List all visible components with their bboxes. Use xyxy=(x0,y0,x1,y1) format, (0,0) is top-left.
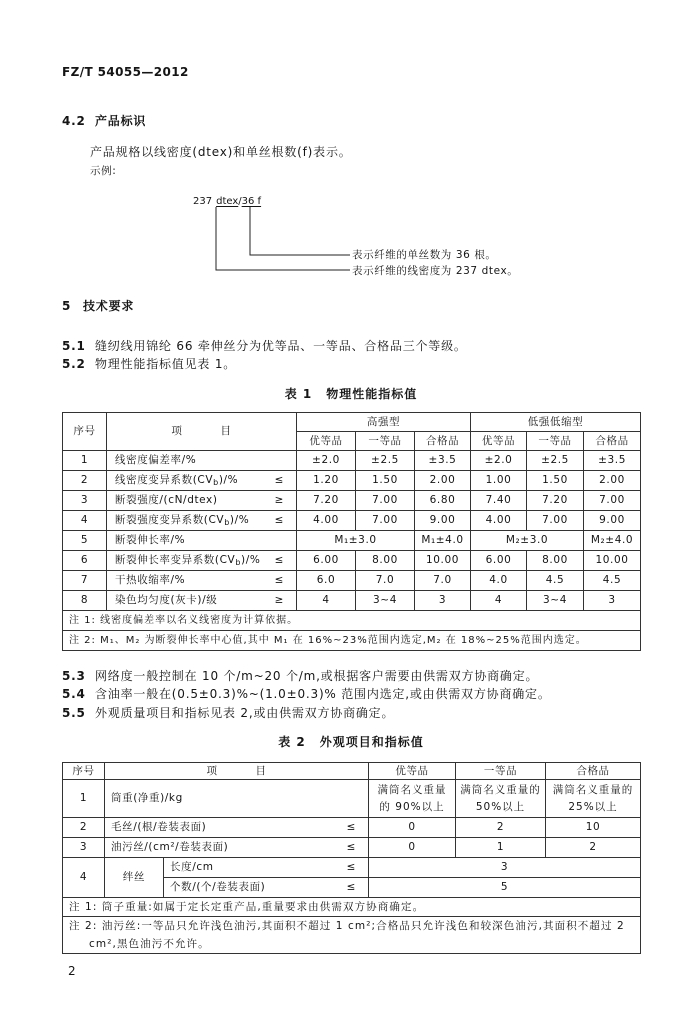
value-cell: ±2.5 xyxy=(527,451,584,471)
clause-text: 缝纫线用锦纶 66 牵伸丝分为优等品、一等品、合格品三个等级。 xyxy=(95,339,467,353)
item-cell xyxy=(107,511,297,531)
value-cell: 2 xyxy=(546,838,641,858)
item-label xyxy=(115,474,238,487)
section-4-2-number: 4.2 xyxy=(62,114,86,128)
table-note-row xyxy=(63,898,641,917)
item-cell xyxy=(107,471,297,491)
clause-number: 5.1 xyxy=(62,339,86,353)
table-header-row xyxy=(63,763,641,780)
table-header-row xyxy=(63,413,641,432)
section-5-number: 5 xyxy=(62,299,72,313)
clause-text: 含油率一般在(0.5±0.3)%~(1.0±0.3)% 范围内选定,或由供需双方协商确定。 xyxy=(95,687,551,701)
value-cell: 1 xyxy=(456,838,546,858)
table-row xyxy=(63,551,641,571)
item-label: 毛丝/(根/卷装表面) xyxy=(111,821,207,833)
limit-sign: ≤ xyxy=(346,841,357,853)
table-row xyxy=(63,571,641,591)
limit-sign: ≥ xyxy=(274,494,284,506)
section-4-2-text: 产品规格以线密度(dtex)和单丝根数(f)表示。 xyxy=(90,145,352,159)
item-cell xyxy=(105,838,369,858)
table-row xyxy=(63,838,641,858)
item-label: 线密度偏差率/% xyxy=(115,454,197,466)
value-cell: 0 xyxy=(369,838,456,858)
table-row xyxy=(63,471,641,491)
header-type-low-strength: 低强低缩型 xyxy=(471,413,641,432)
header-grade: 一等品 xyxy=(527,432,584,451)
item-label: 筒重(净重)/kg xyxy=(111,792,183,804)
value-cell: 3 xyxy=(369,858,641,878)
clause-number: 5.2 xyxy=(62,357,86,371)
item-wrap xyxy=(166,861,366,874)
row-number: 8 xyxy=(63,591,107,611)
header-type-high-strength: 高强型 xyxy=(297,413,471,432)
limit-sign: ≤ xyxy=(346,821,357,833)
callout-filament-note: 表示纤维的单丝数为 36 根。 xyxy=(352,249,497,261)
clause-text: 物理性能指标值见表 1。 xyxy=(95,357,237,371)
row-number: 1 xyxy=(63,451,107,471)
value-cell: M₂±4.0 xyxy=(584,531,641,551)
value-cell: 10.00 xyxy=(415,551,471,571)
value-cell: 7.20 xyxy=(297,491,356,511)
callout-linear-density-note: 表示纤维的线密度为 237 dtex。 xyxy=(352,265,519,277)
item-wrap xyxy=(109,514,294,527)
table-2 xyxy=(62,762,641,954)
table-row xyxy=(63,531,641,551)
item-cell xyxy=(105,818,369,838)
table-1-caption xyxy=(62,386,640,402)
item-wrap xyxy=(109,454,294,467)
item-wrap xyxy=(109,494,294,507)
value-cell: 5 xyxy=(369,878,641,898)
section-5-title: 技术要求 xyxy=(83,299,135,313)
table-note-row xyxy=(63,611,641,631)
item-cell xyxy=(107,551,297,571)
table-row xyxy=(63,451,641,471)
table-note: 注 1: 线密度偏差率以名义线密度为计算依据。 xyxy=(63,611,641,631)
row-number: 4 xyxy=(63,858,105,898)
table-note: 注 2: M₁、M₂ 为断裂伸长率中心值,其中 M₁ 在 16%~23%范围内选定,M₂ 在 18%~25%范围内选定。 xyxy=(63,631,641,651)
item-cell xyxy=(107,571,297,591)
header-item: 项 目 xyxy=(107,413,297,451)
value-cell: 4.00 xyxy=(471,511,527,531)
clause-number: 5.5 xyxy=(62,706,86,720)
value-cell: 9.00 xyxy=(415,511,471,531)
item-label-subscript: b xyxy=(213,478,219,487)
table-note: 注 1: 筒子重量:如属于定长定重产品,重量要求由供需双方协商确定。 xyxy=(63,898,641,917)
item-label: 油污丝/(cm²/卷装表面) xyxy=(111,841,229,853)
value-cell: 10.00 xyxy=(584,551,641,571)
value-cell: 1.50 xyxy=(356,471,415,491)
item-cell xyxy=(105,780,369,818)
value-cell: 1.50 xyxy=(527,471,584,491)
value-cell: 3~4 xyxy=(527,591,584,611)
limit-sign: ≤ xyxy=(274,574,284,586)
limit-sign: ≤ xyxy=(346,861,357,873)
value-cell: ±2.5 xyxy=(356,451,415,471)
header-grade: 合格品 xyxy=(584,432,641,451)
table-1 xyxy=(62,412,641,651)
spec-filament-count: 36 f xyxy=(241,196,262,207)
header-item: 项 目 xyxy=(105,763,369,780)
value-cell: 2 xyxy=(456,818,546,838)
value-cell: 7.00 xyxy=(356,511,415,531)
value-cell: 4 xyxy=(471,591,527,611)
row-number: 2 xyxy=(63,818,105,838)
value-cell: 6.80 xyxy=(415,491,471,511)
item-label xyxy=(115,554,260,567)
header-grade: 合格品 xyxy=(415,432,471,451)
value-cell: 7.0 xyxy=(356,571,415,591)
item-group-label: 绊丝 xyxy=(105,858,164,898)
limit-sign: ≤ xyxy=(274,554,284,566)
limit-sign: ≤ xyxy=(346,881,357,893)
value-cell: 3~4 xyxy=(356,591,415,611)
item-wrap xyxy=(107,841,366,854)
value-cell: 9.00 xyxy=(584,511,641,531)
clause-number: 5.3 xyxy=(62,669,86,683)
value-cell: 6.0 xyxy=(297,571,356,591)
row-number: 3 xyxy=(63,838,105,858)
value-cell: 2.00 xyxy=(584,471,641,491)
value-cell: 10 xyxy=(546,818,641,838)
spec-separator: / xyxy=(238,196,242,207)
item-label-text: 断裂伸长率变异系数(CV xyxy=(115,554,236,566)
value-cell: 7.00 xyxy=(356,491,415,511)
value-cell: 满筒名义重量的 50%以上 xyxy=(456,780,546,818)
item-cell xyxy=(107,451,297,471)
header-no: 序号 xyxy=(63,413,107,451)
value-cell: 3 xyxy=(584,591,641,611)
value-cell: 4 xyxy=(297,591,356,611)
value-cell: 7.20 xyxy=(527,491,584,511)
value-cell: 4.00 xyxy=(297,511,356,531)
item-label xyxy=(115,514,249,527)
item-wrap xyxy=(109,554,294,567)
header-grade: 优等品 xyxy=(369,763,456,780)
table-note: 注 2: 油污丝:一等品只允许浅色油污,其面积不超过 1 cm²;合格品只允许浅色和较深色油污,其面积不超过 2 cm²,黑色油污不允许。 xyxy=(63,917,641,954)
table-row xyxy=(63,818,641,838)
row-number: 2 xyxy=(63,471,107,491)
value-cell: 1.20 xyxy=(297,471,356,491)
item-label-text: 断裂强度变异系数(CV xyxy=(115,514,225,526)
value-cell: ±3.5 xyxy=(415,451,471,471)
table-row xyxy=(63,591,641,611)
clause-number: 5.4 xyxy=(62,687,86,701)
table-row xyxy=(63,858,641,878)
row-number: 4 xyxy=(63,511,107,531)
page-number: 2 xyxy=(68,964,77,978)
table-row xyxy=(63,780,641,818)
limit-sign: ≤ xyxy=(274,474,284,486)
value-cell: 4.5 xyxy=(527,571,584,591)
row-number: 1 xyxy=(63,780,105,818)
value-cell: 7.00 xyxy=(527,511,584,531)
header-grade: 一等品 xyxy=(456,763,546,780)
clause-text: 外观质量项目和指标见表 2,或由供需双方协商确定。 xyxy=(95,706,395,720)
item-label: 染色均匀度(灰卡)/级 xyxy=(115,594,218,606)
item-wrap xyxy=(166,881,366,894)
item-label-end: )/% xyxy=(218,474,239,486)
value-cell: 4.5 xyxy=(584,571,641,591)
item-label-subscript: b xyxy=(224,518,230,527)
item-label-subscript: b xyxy=(235,558,241,567)
item-label-text: 线密度变异系数(CV xyxy=(115,474,214,486)
item-wrap xyxy=(107,821,366,834)
table-1-title: 物理性能指标值 xyxy=(326,387,418,401)
item-label: 干热收缩率/% xyxy=(115,574,186,586)
value-cell: 满筒名义重量的 90%以上 xyxy=(369,780,456,818)
value-cell: 7.40 xyxy=(471,491,527,511)
table-note-row xyxy=(63,917,641,954)
item-wrap xyxy=(109,594,294,607)
item-label: 长度/cm xyxy=(170,861,214,873)
header-no: 序号 xyxy=(63,763,105,780)
value-cell: 3 xyxy=(415,591,471,611)
table-row xyxy=(63,491,641,511)
header-grade: 合格品 xyxy=(546,763,641,780)
value-cell: 满筒名义重量的 25%以上 xyxy=(546,780,641,818)
value-cell: M₁±4.0 xyxy=(415,531,471,551)
table-row xyxy=(63,511,641,531)
value-cell: ±3.5 xyxy=(584,451,641,471)
item-wrap xyxy=(109,534,294,547)
item-label-end: )/% xyxy=(241,554,261,566)
value-cell: 2.00 xyxy=(415,471,471,491)
value-cell: M₁±3.0 xyxy=(297,531,415,551)
item-cell xyxy=(107,531,297,551)
header-grade: 优等品 xyxy=(297,432,356,451)
item-wrap xyxy=(109,474,294,487)
value-cell: 1.00 xyxy=(471,471,527,491)
table-2-caption xyxy=(62,734,640,750)
callout-line-linear-density xyxy=(216,207,350,270)
limit-sign: ≥ xyxy=(274,594,284,606)
value-cell: 7.0 xyxy=(415,571,471,591)
sub-item-cell xyxy=(164,858,369,878)
item-cell xyxy=(107,591,297,611)
item-wrap xyxy=(109,574,294,587)
item-label: 断裂强度/(cN/dtex) xyxy=(115,494,218,506)
value-cell: 0 xyxy=(369,818,456,838)
item-label: 个数/(个/卷装表面) xyxy=(170,881,266,893)
sub-item-cell xyxy=(164,878,369,898)
item-label: 断裂伸长率/% xyxy=(115,534,186,546)
item-label-end: )/% xyxy=(229,514,250,526)
row-number: 5 xyxy=(63,531,107,551)
table-2-title: 外观项目和指标值 xyxy=(319,735,424,749)
value-cell: M₂±3.0 xyxy=(471,531,584,551)
header-grade: 优等品 xyxy=(471,432,527,451)
value-cell: 4.0 xyxy=(471,571,527,591)
value-cell: 8.00 xyxy=(527,551,584,571)
limit-sign: ≤ xyxy=(274,514,284,526)
value-cell: ±2.0 xyxy=(297,451,356,471)
item-cell xyxy=(107,491,297,511)
value-cell: 8.00 xyxy=(356,551,415,571)
example-label: 示例: xyxy=(90,165,117,177)
row-number: 6 xyxy=(63,551,107,571)
value-cell: ±2.0 xyxy=(471,451,527,471)
header-grade: 一等品 xyxy=(356,432,415,451)
spec-linear-density: 237 xyxy=(193,196,213,207)
spec-linear-unit: dtex xyxy=(216,196,239,207)
value-cell: 7.00 xyxy=(584,491,641,511)
callout-line-filament xyxy=(250,207,350,255)
section-4-2-title: 产品标识 xyxy=(95,114,147,128)
value-cell: 6.00 xyxy=(297,551,356,571)
row-number: 3 xyxy=(63,491,107,511)
row-number: 7 xyxy=(63,571,107,591)
table-2-label: 表 2 xyxy=(278,735,306,749)
table-note-row xyxy=(63,631,641,651)
standard-code: FZ/T 54055—2012 xyxy=(62,65,189,79)
value-cell: 6.00 xyxy=(471,551,527,571)
item-wrap xyxy=(107,792,366,805)
clause-text: 网络度一般控制在 10 个/m~20 个/m,或根据客户需要由供需双方协商确定。 xyxy=(95,669,539,683)
table-1-label: 表 1 xyxy=(284,387,313,401)
